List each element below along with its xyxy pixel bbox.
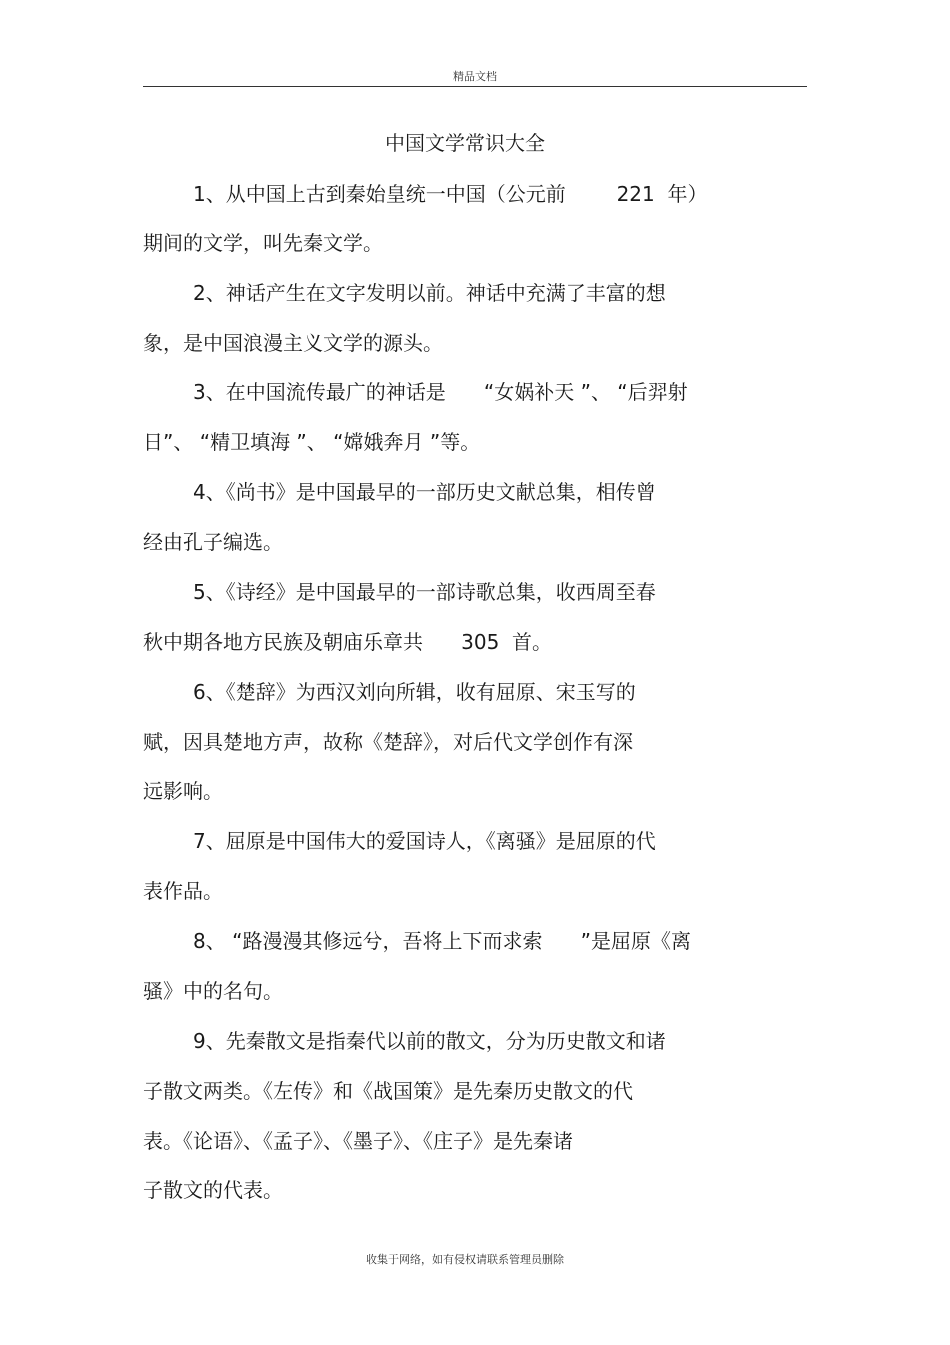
- paragraph-6-line-3: 远影响。: [143, 779, 223, 803]
- paragraph-3-line-1: 3、在中国流传最广的神话是 “女娲补天 ”、 “后羿射: [193, 380, 688, 404]
- paragraph-1-line-1: 1、从中国上古到秦始皇统一中国（公元前 221 年）: [193, 182, 708, 206]
- paragraph-2-line-2: 象，是中国浪漫主义文学的源头。: [143, 331, 443, 355]
- paragraph-4-line-1: 4、《尚书》是中国最早的一部历史文献总集，相传曾: [193, 480, 656, 504]
- paragraph-9-line-3: 表。《论语》、《孟子》、《墨子》、《庄子》是先秦诸: [143, 1129, 573, 1153]
- paragraph-7-line-2: 表作品。: [143, 879, 223, 903]
- paragraph-6-line-2: 赋，因具楚地方声，故称《楚辞》，对后代文学创作有深: [143, 730, 633, 754]
- page-footer-label: 收集于网络，如有侵权请联系管理员删除: [366, 1253, 564, 1266]
- paragraph-6-line-1: 6、《楚辞》为西汉刘向所辑，收有屈原、宋玉写的: [193, 680, 636, 704]
- paragraph-1-line-2: 期间的文学，叫先秦文学。: [143, 231, 383, 255]
- paragraph-4-line-2: 经由孔子编选。: [143, 530, 283, 554]
- paragraph-2-line-1: 2、神话产生在文字发明以前。神话中充满了丰富的想: [193, 281, 666, 305]
- paragraph-3-line-2: 日”、 “精卫填海 ”、 “嫦娥奔月 ”等。: [143, 430, 481, 454]
- page-header-label: 精品文档: [453, 70, 497, 83]
- paragraph-9-line-4: 子散文的代表。: [143, 1178, 283, 1202]
- paragraph-9-line-1: 9、先秦散文是指秦代以前的散文，分为历史散文和诸: [193, 1029, 666, 1053]
- paragraph-5-line-2: 秋中期各地方民族及朝庙乐章共 305 首。: [143, 630, 553, 654]
- paragraph-9-line-2: 子散文两类。《左传》和《战国策》是先秦历史散文的代: [143, 1079, 633, 1103]
- paragraph-5-line-1: 5、《诗经》是中国最早的一部诗歌总集，收西周至春: [193, 580, 656, 604]
- document-title: 中国文学常识大全: [385, 131, 545, 155]
- paragraph-7-line-1: 7、屈原是中国伟大的爱国诗人，《离骚》是屈原的代: [193, 829, 656, 853]
- paragraph-8-line-1: 8、 “路漫漫其修远兮，吾将上下而求索 ”是屈原《离: [193, 929, 691, 953]
- paragraph-8-line-2: 骚》中的名句。: [143, 979, 283, 1003]
